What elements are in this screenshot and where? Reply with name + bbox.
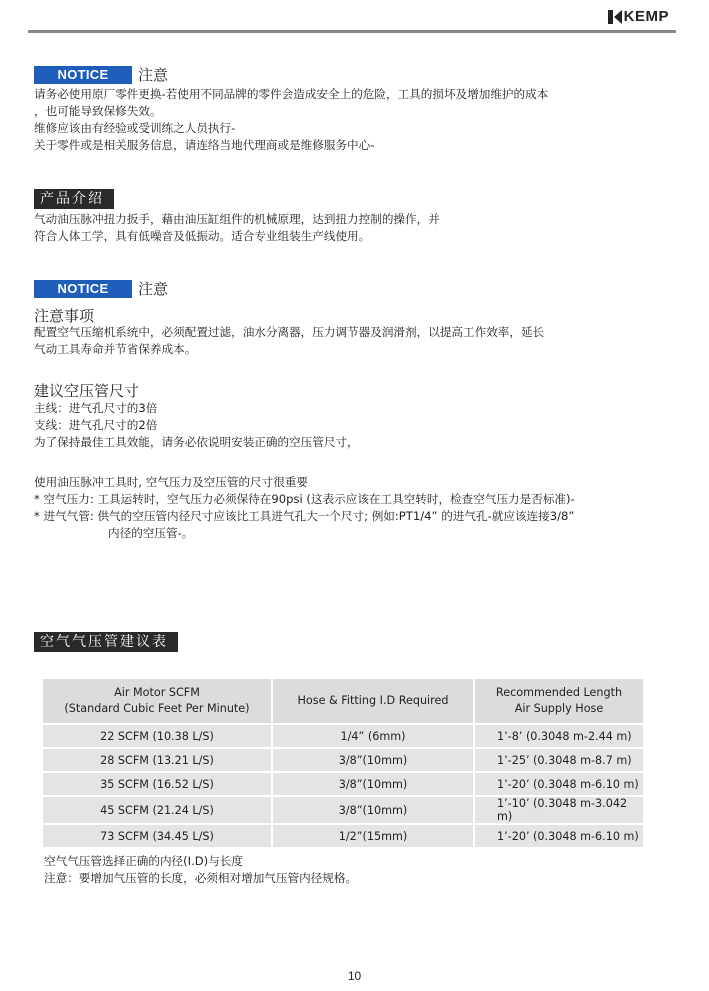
table-cell: 1/4” (6mm) xyxy=(272,724,474,748)
hose-spec-table xyxy=(41,677,645,849)
notice-1-text xyxy=(34,86,548,154)
intro-line: 气动油压脉冲扭力扳手，藉由油压缸组件的机械原理，达到扭力控制的操作，并 xyxy=(34,212,440,226)
hose-size-line: 为了保持最佳工具效能，请务必依说明安装正确的空压管尺寸， xyxy=(34,435,359,449)
notice-badge: NOTICE xyxy=(34,66,132,84)
pressure-bullet: * 进气气管: 供气的空压管内径尺寸应该比工具进气孔大一个尺寸; 例如:PT1/4” 的进气孔-就应该连接3/8” xyxy=(34,509,575,523)
table-cell: 1’-10’ (0.3048 m-3.042 m) xyxy=(474,796,644,824)
notice-2-line: 配置空气压缩机系统中，必须配置过滤，油水分离器，压力调节器及润滑剂，以提高工作效率，延长 xyxy=(34,325,545,339)
notice-1-line: 维修应该由有经验或受训练之人员执行- xyxy=(34,121,236,135)
table-cell: 1’-25’ (0.3048 m-8.7 m) xyxy=(474,748,644,772)
notice-2-subheading: 注意事项 xyxy=(34,307,95,325)
pressure-bullet: * 空气压力: 工具运转时，空气压力必须保待在90psi (这表示应该在工具空转时，检查空气压力是否标准)- xyxy=(34,492,575,506)
col-header-hose-fitting xyxy=(272,678,474,724)
kemp-logo-mark-icon xyxy=(608,10,622,24)
table-cell: 35 SCFM (16.52 L/S) xyxy=(42,772,272,796)
table-row xyxy=(42,748,644,772)
table-cell: 45 SCFM (21.24 L/S) xyxy=(42,796,272,824)
col-header-recommended-length xyxy=(474,678,644,724)
table-cell: 1’-20’ (0.3048 m-6.10 m) xyxy=(474,824,644,848)
header-rule xyxy=(28,30,676,33)
kemp-logo xyxy=(608,8,669,25)
table-row xyxy=(42,824,644,848)
table-row xyxy=(42,796,644,824)
header-line: Air Supply Hose xyxy=(514,702,604,715)
table-row xyxy=(42,724,644,748)
pressure-bullet-continuation: 内径的空压管-。 xyxy=(108,526,194,540)
notice-1-line: 关于零件或是相关服务信息，请连络当地代理商或是维修服务中心- xyxy=(34,138,375,152)
notice-badge: NOTICE xyxy=(34,280,132,298)
notice-2-line: 气动工具寿命并节省保养成本。 xyxy=(34,342,197,356)
hose-size-heading: 建议空压管尺寸 xyxy=(34,382,140,400)
hose-table-heading: 空气气压管建议表 xyxy=(34,632,178,652)
table-notes xyxy=(44,853,357,887)
intro-line: 符合人体工学，具有低噪音及低振动。适合专业组装生产线使用。 xyxy=(34,229,371,243)
table-cell: 3/8”(10mm) xyxy=(272,796,474,824)
table-row xyxy=(42,772,644,796)
notice-1-header xyxy=(34,64,168,85)
table-cell: 1/2”(15mm) xyxy=(272,824,474,848)
notice-1-line: 请务必使用原厂零件更换-若使用不同品牌的零件会造成安全上的危险，工具的损坏及增加维护的成本 xyxy=(34,87,549,101)
header-line: Recommended Length xyxy=(495,686,623,699)
table-note: 空气气压管选择正确的内径(I.D)与长度 xyxy=(44,854,243,868)
notice-2-header xyxy=(34,278,168,299)
page-number: 10 xyxy=(347,969,362,983)
table-cell: 22 SCFM (10.38 L/S) xyxy=(42,724,272,748)
notice-title: 注意 xyxy=(138,66,169,84)
pressure-section xyxy=(34,474,575,542)
header-line: Air Motor SCFM xyxy=(114,686,200,699)
col-header-air-motor xyxy=(42,678,272,724)
header-line: (Standard Cubic Feet Per Minute) xyxy=(64,702,250,715)
table-cell: 3/8”(10mm) xyxy=(272,748,474,772)
notice-1-line: ，也可能导致保修失效。 xyxy=(34,104,162,118)
table-cell: 73 SCFM (34.45 L/S) xyxy=(42,824,272,848)
header-line: Hose & Fitting I.D Required xyxy=(297,694,449,707)
hose-size-line: 主线：进气孔尺寸的3倍 xyxy=(34,401,158,415)
hose-size-text xyxy=(34,400,359,451)
product-intro-heading: 产品介绍 xyxy=(34,189,114,209)
table-cell: 3/8”(10mm) xyxy=(272,772,474,796)
pressure-intro: 使用油压脉冲工具时, 空气压力及空压管的尺寸很重要 xyxy=(34,475,309,489)
table-cell: 1’-20’ (0.3048 m-6.10 m) xyxy=(474,772,644,796)
notice-title: 注意 xyxy=(138,280,169,298)
table-note: 注意：要增加气压管的长度，必须相对增加气压管内径规格。 xyxy=(44,871,358,885)
notice-2-text xyxy=(34,324,544,358)
product-intro-text xyxy=(34,211,440,245)
brand-name: KEMP xyxy=(623,8,669,25)
table-cell: 1’-8’ (0.3048 m-2.44 m) xyxy=(474,724,644,748)
table-header-row xyxy=(42,678,644,724)
table-cell: 28 SCFM (13.21 L/S) xyxy=(42,748,272,772)
hose-size-line: 支线：进气孔尺寸的2倍 xyxy=(34,418,158,432)
